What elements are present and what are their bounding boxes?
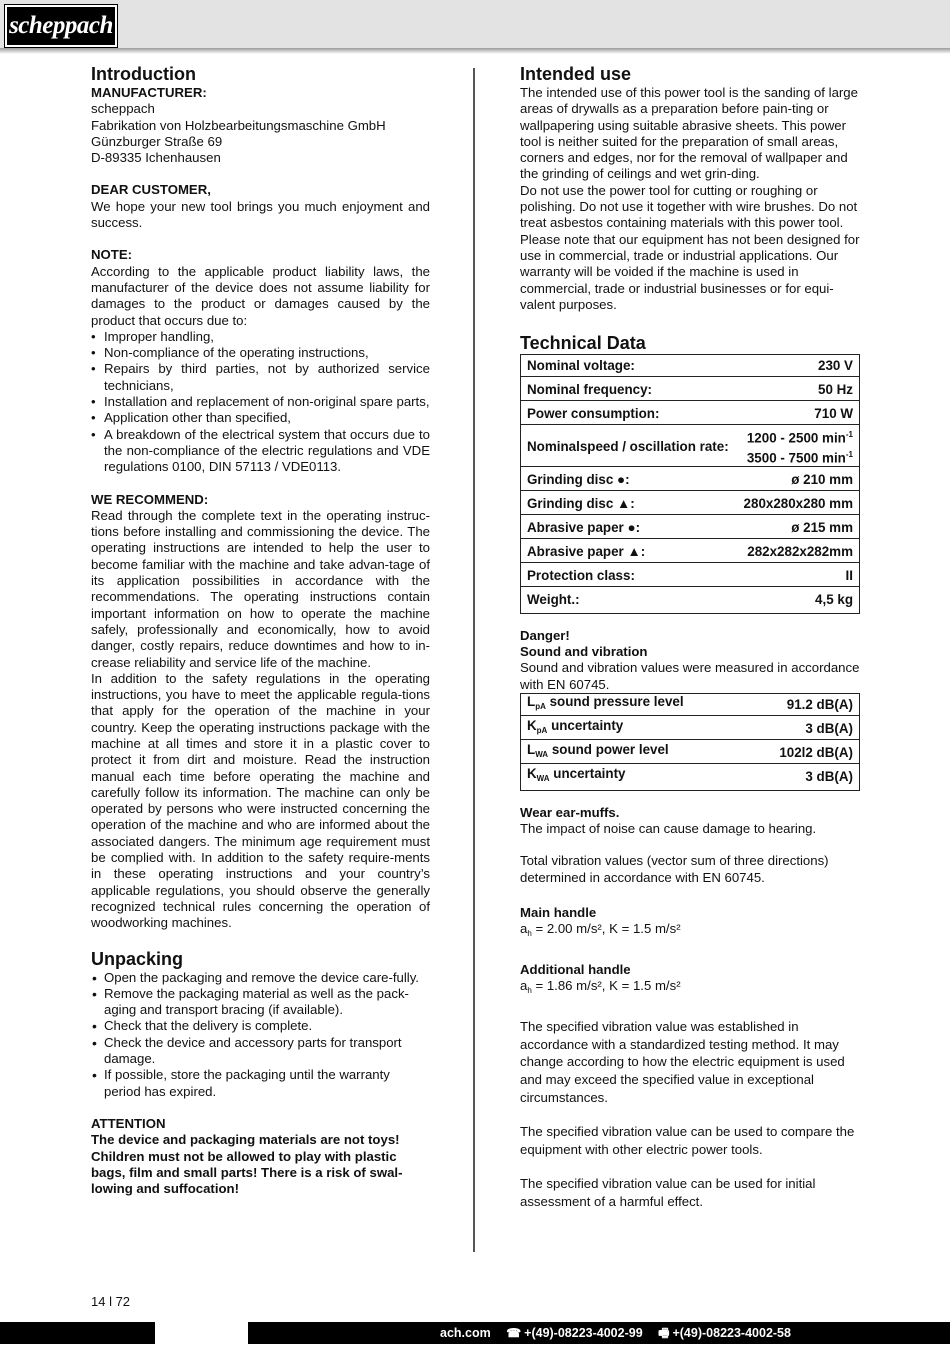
footer-gap <box>155 1322 248 1344</box>
column-divider <box>473 68 475 1252</box>
tech-label: Abrasive paper ▲: <box>521 541 736 565</box>
tech-label: Grinding disc ▲: <box>521 493 736 517</box>
speed-value: 1200 - 2500 min <box>746 430 846 446</box>
recommend-paragraph: Read through the complete text in the operating instruc-tions before installing and commissioning the device. The operating instructions are intended to help the user to become familiar with the machine and take advan-tage of its application possibilities in accordance with the recommendations. The operating instructions contain important information on how to operate the machine safely, professionally and economically, how to avoid danger, costly repairs, reduce downtimes and how to in-crease reliability and service life of the machine. <box>91 507 430 670</box>
note-text: According to the applicable product liability laws, the manufacturer of the device does not assume liability for damages to the product or damages caused by the product that occurs due to: <box>91 263 430 328</box>
main-handle-label: Main handle <box>520 905 597 921</box>
sound-label: sound power level <box>551 742 669 758</box>
sound-subscript: pA <box>536 726 548 736</box>
note-label: NOTE: <box>91 247 133 263</box>
sound-value: 3 dB(A) <box>745 766 859 790</box>
sound-subscript: WA <box>535 750 549 760</box>
table-row <box>521 379 859 403</box>
sound-subscript: WA <box>536 774 550 784</box>
table-row <box>521 355 859 379</box>
table-row <box>521 403 859 427</box>
list-item: • Check that the delivery is complete. <box>91 1018 430 1034</box>
sound-symbol: L <box>527 694 536 710</box>
table-row <box>521 718 859 742</box>
footer-fax: +(49)-08223-4002-58 <box>672 1326 791 1340</box>
list-item: • If possible, store the packaging until the warranty period has expired. <box>91 1067 430 1100</box>
sound-subscript: pA <box>535 702 546 712</box>
sound-symbol: L <box>527 742 536 758</box>
list-item: • Check the device and accessory parts for transport damage. <box>91 1035 430 1068</box>
manufacturer-line: D-89335 Ichenhausen <box>91 150 221 166</box>
specified-vibration-paragraph: The specified vibration value was established in accordance with a standardized testing method. It may change according to how the electric equipment is used and may exceed the specified value in exceptional circumstances. <box>520 1019 845 1105</box>
footer-phone: +(49)-08223-4002-99 <box>524 1326 643 1340</box>
list-item: • Application other than specified, <box>91 410 430 426</box>
footer-website: ach.com <box>440 1326 491 1340</box>
oscillation-unit-exponent: -1 <box>845 449 853 459</box>
dear-customer-text: We hope your new tool brings you much enjoyment and success. <box>91 198 430 231</box>
page-number: 14 l 72 <box>91 1294 131 1309</box>
table-row <box>521 493 859 517</box>
tech-label: Protection class: <box>521 565 736 589</box>
tech-value: 710 W <box>736 403 859 427</box>
tech-label: Grinding disc ●: <box>521 469 736 493</box>
unpacking-heading: Unpacking <box>91 948 184 969</box>
introduction-heading: Introduction <box>91 64 196 84</box>
right-column <box>520 64 860 1211</box>
recommend-paragraph: In addition to the safety regulations in the operating instructions, you have to meet the applicable regula-tions that apply for the operation of the machine in your country. Keep the operating instructions package with the machine at all times and store it in a plastic cover to protect it from dirt and moisture. Read the instruction manual each time before operating the machine and carefully follow its information. The machine can only be operated by persons who were instructed concerning the operation of the machine and who are informed about the associated dangers. The minimum age requirement must be complied with. In addition to the safety require-ments in these operating instructions and your country’s applicable regulations, you should observe the generally recognized technical rules concerning the operation of woodworking machines. <box>91 670 430 931</box>
list-item: • Repairs by third parties, not by authorized service technicians, <box>91 361 430 394</box>
sound-symbol: K <box>527 718 537 734</box>
sound-value: 3 dB(A) <box>745 718 859 742</box>
tech-label: Abrasive paper ●: <box>521 517 736 541</box>
unpacking-list <box>91 970 430 1100</box>
footer-bar <box>0 1322 950 1344</box>
intended-use-paragraph: Do not use the power tool for cutting or roughing or polishing. Do not use it together with wire brushes. Do not treat asbestos containing materials with this power tool. <box>520 182 858 231</box>
scheppach-logo: scheppach <box>5 5 117 47</box>
table-row <box>521 694 859 718</box>
tech-label: Weight.: <box>521 589 736 613</box>
tech-label: Nominal frequency: <box>521 379 736 403</box>
tech-value: 230 V <box>736 355 859 379</box>
tech-value: II <box>736 565 859 589</box>
tech-value: 50 Hz <box>736 379 859 403</box>
main-handle-text: = 2.00 m/s², K = 1.5 m/s² <box>535 921 681 937</box>
list-item: • Installation and replacement of non-original spare parts, <box>91 394 430 410</box>
phone-icon: ☎ <box>506 1326 522 1340</box>
list-item: • A breakdown of the electrical system that occurs due to the non-compliance of the electric regulations and VDE regulations 0100, DIN 57113 / VDE0113. <box>91 427 430 476</box>
list-item: • Non-compliance of the operating instructions, <box>91 345 430 361</box>
sound-value: 102l2 dB(A) <box>745 742 859 766</box>
table-row <box>521 742 859 766</box>
additional-handle-label: Additional handle <box>520 961 631 977</box>
manufacturer-label: MANUFACTURER: <box>91 85 207 100</box>
fax-icon: 🖷 <box>658 1326 670 1340</box>
ah-subscript: h <box>527 929 532 939</box>
main-handle-value <box>520 921 860 942</box>
ah-subscript: h <box>527 985 532 995</box>
manufacturer-line: Günzburger Straße 69 <box>91 133 223 149</box>
table-row <box>521 766 859 790</box>
sound-vibration-text: Sound and vibration values were measured in accordance with EN 60745. <box>520 660 860 692</box>
sound-table <box>520 693 860 791</box>
table-row <box>521 469 859 493</box>
intended-use-paragraph: The intended use of this power tool is the sanding of large areas of drywalls as a preparation before pain-ting or wallpapering using suitable abrasive sheets. This power tool is neither suited for the preparation of small areas, corners and edges, nor for the removal of wallpaper and the grinding of ceilings and wet grin-ding. <box>520 85 858 182</box>
tech-value: 282x282x282mm <box>736 541 859 565</box>
sound-label: uncertainty <box>553 766 626 782</box>
tech-label: Power consumption: <box>521 403 736 427</box>
table-row <box>521 589 859 613</box>
tech-value: 4,5 kg <box>736 589 859 613</box>
total-vibration-text: Total vibration values (vector sum of three directions) determined in accordance with EN 60745. <box>520 853 829 885</box>
table-row <box>521 565 859 589</box>
table-row <box>521 541 859 565</box>
header-bar <box>0 0 950 48</box>
dear-customer-label: DEAR CUSTOMER, <box>91 182 211 198</box>
table-row <box>521 517 859 541</box>
sound-symbol: K <box>527 766 537 782</box>
table-row <box>521 427 859 469</box>
tech-value: 280x280x280 mm <box>736 493 859 517</box>
list-item: • Improper handling, <box>91 329 430 345</box>
additional-handle-text: = 1.86 m/s², K = 1.5 m/s² <box>535 977 681 993</box>
note-list <box>91 329 430 476</box>
sound-label: uncertainty <box>551 718 624 734</box>
tech-label: Nominalspeed / oscillation rate: <box>521 427 736 469</box>
speed-unit-exponent: -1 <box>845 430 853 440</box>
sound-vibration-label: Sound and vibration <box>520 643 648 659</box>
technical-data-table <box>520 354 860 614</box>
footer-contact <box>440 1322 791 1344</box>
oscillation-value: 3500 - 7500 min <box>746 450 846 466</box>
tech-label: Nominal voltage: <box>521 355 736 379</box>
additional-handle-value <box>520 978 860 999</box>
attention-label: ATTENTION <box>91 1115 166 1131</box>
list-item: • Remove the packaging material as well as the pack-aging and transport bracing (if available). <box>91 986 430 1019</box>
sound-value: 91.2 dB(A) <box>745 694 859 718</box>
ear-muffs-text: The impact of noise can cause damage to hearing. <box>520 821 817 837</box>
ear-muffs-label: Wear ear-muffs. <box>520 804 620 820</box>
manufacturer-line: scheppach <box>91 101 155 117</box>
header-shadow <box>0 48 950 54</box>
specified-vibration-paragraph: The specified vibration value can be used to compare the equipment with other electric power tools. <box>520 1124 855 1157</box>
technical-data-heading: Technical Data <box>520 333 646 354</box>
recommend-label: WE RECOMMEND: <box>91 491 209 507</box>
list-item: • Open the packaging and remove the device care-fully. <box>91 970 430 986</box>
specified-vibration-paragraph: The specified vibration value can be used for initial assessment of a harmful effect. <box>520 1176 816 1209</box>
left-column <box>91 64 430 1197</box>
manufacturer-line: Fabrikation von Holzbearbeitungsmaschine GmbH <box>91 117 386 133</box>
danger-label: Danger! <box>520 627 570 643</box>
ah-symbol: a <box>520 977 528 993</box>
attention-text: The device and packaging materials are not toys! Children must not be allowed to play with plastic bags, film and small parts! There is a risk of swal-lowing and suffocation! <box>91 1132 403 1197</box>
intended-use-heading: Intended use <box>520 64 632 84</box>
intended-use-paragraph: Please note that our equipment has not been designed for use in commercial, trade or industrial applications. Our warranty will be voided if the machine is used in commercial, trade or industrial businesses or for equi-valent purposes. <box>520 231 860 312</box>
tech-value <box>736 427 859 469</box>
ah-symbol: a <box>520 921 528 937</box>
tech-value: ø 210 mm <box>736 469 859 493</box>
sound-label: sound pressure level <box>549 694 684 710</box>
tech-value: ø 215 mm <box>736 517 859 541</box>
